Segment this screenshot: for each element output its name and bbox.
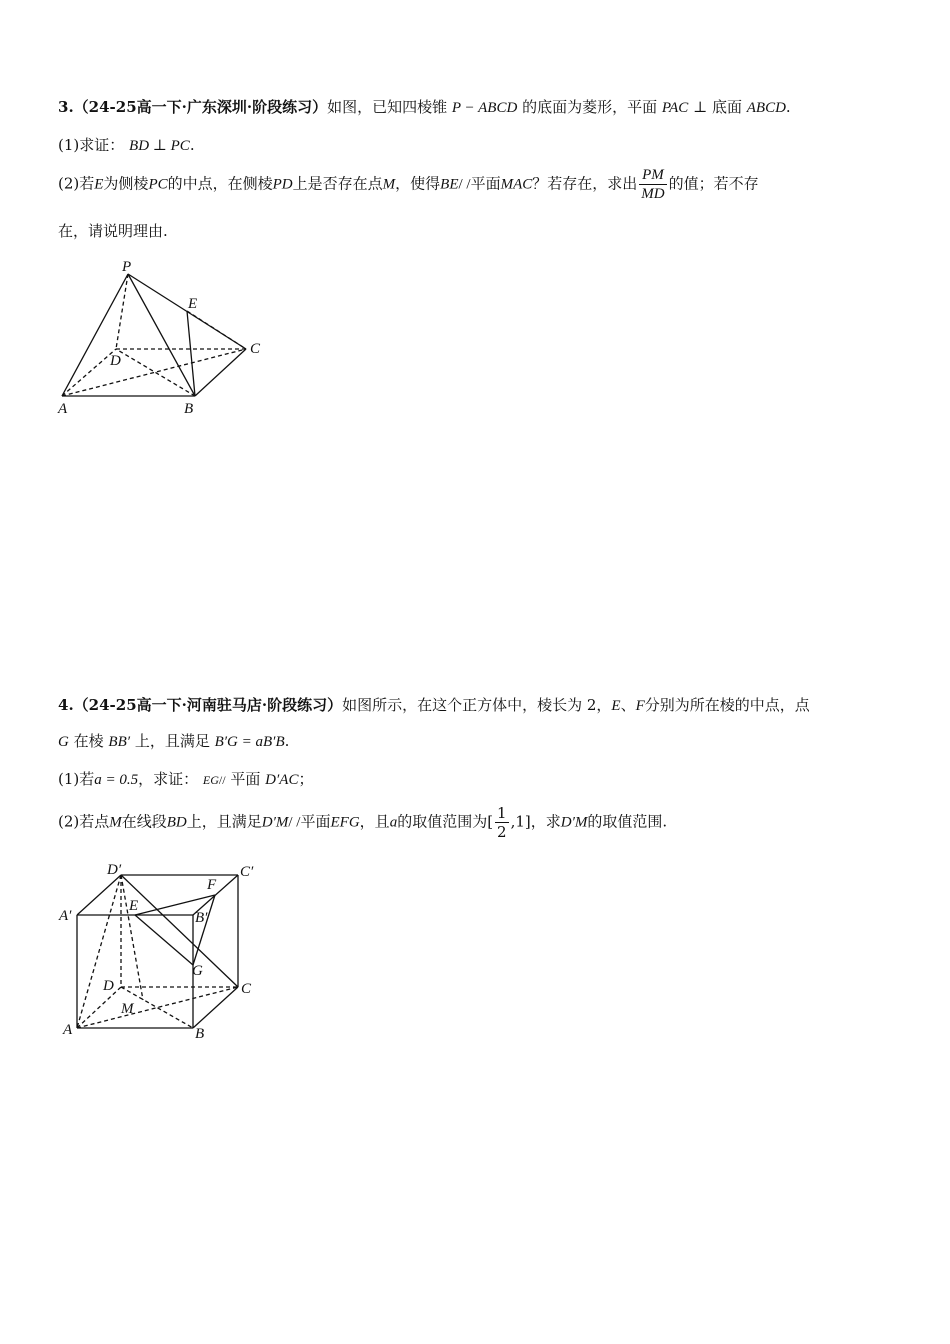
label-A: A (63, 1022, 73, 1038)
label-C: C (250, 341, 261, 357)
problem-4-question-1: (1)若a = 0.5，求证： EG// 平面 D′AC； (58, 770, 314, 788)
label-E: E (129, 898, 139, 914)
label-Ap: A′ (59, 908, 72, 924)
label-B: B (184, 401, 194, 417)
edge-PB (128, 274, 198, 396)
problem-source: （24-25高一下·河南驻马店·阶段练习） (73, 696, 343, 714)
label-Dp: D′ (107, 862, 122, 878)
problem-3-question-2-cont: 在，请说明理由. (58, 222, 168, 240)
problem-number: 3 (58, 98, 69, 116)
label-E: E (188, 296, 198, 312)
problem-number: 4 (58, 696, 69, 714)
fraction-one-half: $\frac{1}{2}$ (497, 804, 507, 841)
edge-AD (62, 349, 116, 396)
segment-EG (135, 915, 193, 965)
problem-3-stem: 3.（24-25高一下·广东深圳·阶段练习）如图，已知四棱锥 P − ABCD 的底面为菱形，平面 PAC ⊥ 底面 ABCD. (58, 98, 791, 116)
label-P: P (122, 259, 132, 275)
fraction-pm-md: $\frac{PM}{MD}$ (641, 167, 665, 202)
problem-3-question-2: (2)若E为侧棱PC的中点，在侧棱PD上是否存在点M，使得BE/ /平面MAC？若存在，求出 $\frac{PM}{MD}$ 的值；若不存 (58, 167, 759, 202)
problem-4-question-2: (2)若点M在线段BD上，且满足D′M/ /平面EFG，且a的取值范围为[ $\frac{1}{2}$ ,1]，求D′M的取值范围. (58, 804, 668, 841)
edge-PA (62, 274, 128, 396)
problem-source: （24-25高一下·广东深圳·阶段练习） (73, 98, 328, 116)
pyramid-figure (50, 255, 280, 425)
label-G: G (192, 963, 203, 979)
label-Cp: C′ (240, 864, 254, 880)
problem-4-stem-line2: G 在棱 BB′ 上，且满足 B′G = aB′B. (58, 732, 290, 750)
label-D: D (110, 353, 121, 369)
edge-ApDp (77, 875, 121, 915)
diag-AC (77, 987, 238, 1028)
segment-DpA (77, 875, 121, 1028)
label-C: C (241, 981, 252, 997)
diag-BD (116, 349, 195, 396)
cube-figure (55, 856, 270, 1046)
label-D: D (103, 978, 114, 994)
segment-DpC (121, 875, 238, 987)
label-Bp: B′ (195, 910, 208, 926)
problem-3-question-1: (1)求证： BD ⊥ PC. (58, 136, 195, 154)
label-B: B (195, 1026, 205, 1042)
math-pyramid: P − ABCD (451, 100, 518, 116)
segment-EC-hidden (187, 311, 246, 349)
label-M: M (121, 1001, 134, 1017)
label-A: A (58, 401, 68, 417)
label-F: F (207, 877, 217, 893)
problem-4-stem: 4.（24-25高一下·河南驻马店·阶段练习）如图所示，在这个正方体中，棱长为 2，E、F分别为所在棱的中点，点 (58, 696, 810, 714)
